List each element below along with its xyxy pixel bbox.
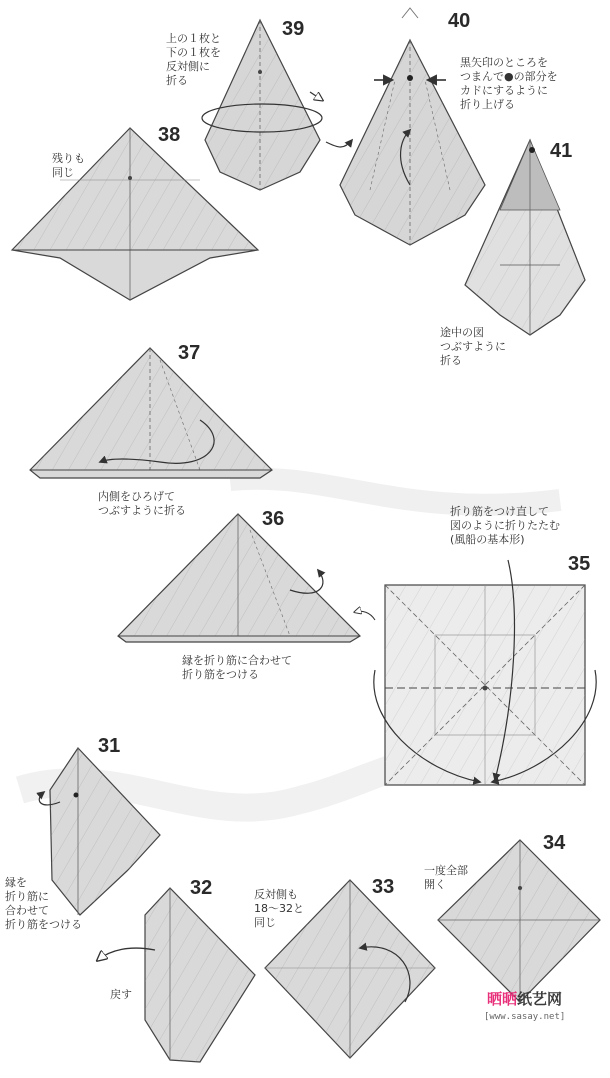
step-35-figure <box>374 560 596 785</box>
step-31-caption: 縁を 折り筋に 合わせて 折り筋をつける <box>5 876 82 931</box>
step-34-caption: 一度全部 開く <box>424 864 468 891</box>
watermark-logo-pink: 晒晒 <box>487 990 518 1008</box>
background-swirl <box>230 479 560 505</box>
step-number-31: 31 <box>98 735 121 757</box>
watermark-logo <box>487 988 562 1009</box>
step-41-figure <box>465 140 585 335</box>
step-39-figure <box>202 20 352 190</box>
step-number-34: 34 <box>543 832 566 854</box>
step-38-caption: 残りも 同じ <box>52 152 85 179</box>
step-36-figure <box>118 514 375 642</box>
step-41-caption: 途中の図 つぶすように 折る <box>440 326 506 367</box>
step-number-32: 32 <box>190 877 213 899</box>
step-number-38: 38 <box>158 124 181 146</box>
step-number-39: 39 <box>282 18 305 40</box>
watermark-url: [www.sasay.net] <box>484 1012 566 1022</box>
step-39-caption: 上の１枚と 下の１枚を 反対側に 折る <box>166 32 221 87</box>
step-40-caption: 黒矢印のところを つまんで●の部分を カドにするように 折り上げる <box>460 56 558 111</box>
step-number-40: 40 <box>448 10 471 32</box>
step-number-36: 36 <box>262 508 285 530</box>
step-37-caption: 内側をひろげて つぶすように折る <box>98 490 186 517</box>
step-33-caption: 反対側も 18～32と 同じ <box>254 888 304 929</box>
step-32-figure <box>98 888 255 1062</box>
step-number-37: 37 <box>178 342 201 364</box>
step-number-35: 35 <box>568 553 591 575</box>
step-number-41: 41 <box>550 140 573 162</box>
step-number-33: 33 <box>372 876 395 898</box>
step-35-caption: 折り筋をつけ直して 図のように折りたたむ (風船の基本形) <box>450 505 560 546</box>
step-40-figure <box>340 8 485 245</box>
step-37-figure <box>30 348 272 478</box>
watermark-logo-dark: 纸艺网 <box>517 990 563 1008</box>
step-36-caption: 縁を折り筋に合わせて 折り筋をつける <box>182 654 292 681</box>
step-32-caption: 戻す <box>110 988 132 1001</box>
